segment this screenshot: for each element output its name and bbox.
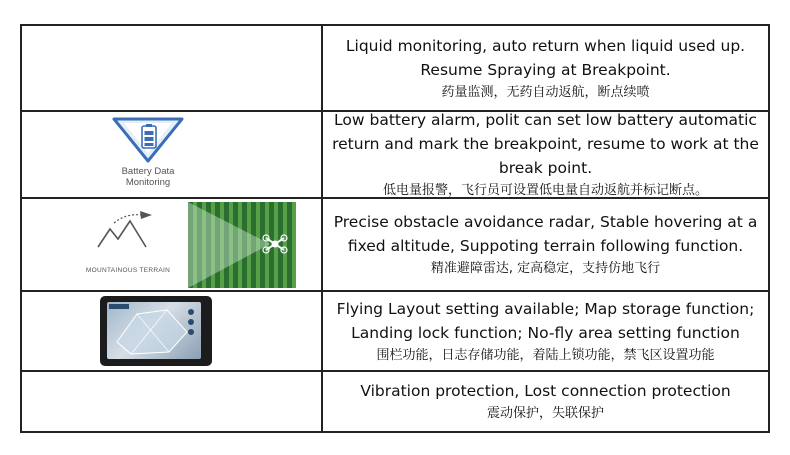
table-row bbox=[22, 372, 768, 431]
feature-text-zh: 精准避障雷达, 定高稳定，支持仿地飞行 bbox=[430, 261, 661, 276]
caption-line: Monitoring bbox=[125, 177, 171, 188]
row-description-cell bbox=[323, 112, 768, 197]
farmland-radar-photo bbox=[188, 202, 296, 288]
row-image-cell bbox=[22, 292, 323, 370]
terrain-caption: MOUNTAINOUS TERRAIN bbox=[85, 267, 171, 274]
row-image-cell bbox=[22, 26, 323, 110]
table-row bbox=[22, 292, 768, 372]
feature-text-en-line: Vibration protection, Lost connection protection bbox=[360, 382, 731, 400]
feature-text-en-line: Precise obstacle avoidance radar, Stable hovering at a bbox=[333, 213, 758, 231]
battery-caption bbox=[82, 166, 214, 188]
table-row bbox=[22, 26, 768, 112]
row-description-cell bbox=[323, 26, 768, 110]
feature-text-en-line: Liquid monitoring, auto return when liquid used up. bbox=[345, 36, 746, 55]
feature-text-en-line: Landing lock function; No-fly area setting function bbox=[351, 323, 740, 342]
feature-text-zh: 低电量报警，飞行员可设置低电量自动返航并标记断点。 bbox=[382, 183, 708, 198]
feature-text-en-line: break point. bbox=[498, 159, 593, 177]
feature-text-en-line: Low battery alarm, polit can set low battery automatic bbox=[334, 111, 757, 129]
feature-text-zh: 药量监测，无药自动返航，断点续喷 bbox=[441, 84, 650, 100]
row-image-cell bbox=[22, 199, 323, 290]
feature-text-en-line: return and mark the breakpoint, resume to work at the bbox=[332, 135, 759, 153]
mountain-terrain-icon bbox=[94, 209, 164, 254]
feature-text-zh: 震动保护，失联保护 bbox=[486, 406, 604, 421]
row-description-cell bbox=[323, 199, 768, 290]
feature-text-en-line: fixed altitude, Suppoting terrain following function. bbox=[347, 237, 744, 255]
caption-line: Battery Data bbox=[121, 166, 175, 177]
feature-text-en-line: Flying Layout setting available; Map storage function; bbox=[336, 299, 755, 318]
table-row bbox=[22, 199, 768, 292]
feature-text-en-line: Resume Spraying at Breakpoint. bbox=[420, 60, 671, 79]
remote-controller-screen bbox=[100, 296, 212, 366]
row-description-cell bbox=[323, 372, 768, 431]
battery-monitoring-icon bbox=[112, 117, 184, 163]
feature-text-zh: 围栏功能，日志存储功能，着陆上锁功能，禁飞区设置功能 bbox=[376, 347, 715, 363]
feature-table bbox=[20, 24, 770, 433]
row-image-cell bbox=[22, 372, 323, 431]
table-row bbox=[22, 112, 768, 199]
row-description-cell bbox=[323, 292, 768, 370]
row-image-cell bbox=[22, 112, 323, 197]
